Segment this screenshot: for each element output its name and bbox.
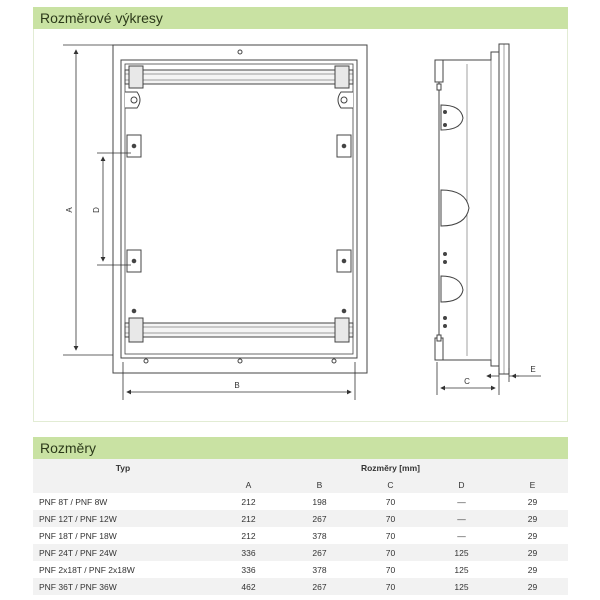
value-e-cell: 29 [497,493,568,510]
value-c-cell: 70 [355,544,426,561]
type-cell: PNF 24T / PNF 24W [33,544,213,561]
table-row [33,544,568,561]
side-view [435,44,509,374]
table-subheader-row [33,476,568,493]
value-d-cell: — [426,527,497,544]
dimension-d-label: D [92,207,101,213]
value-b-cell: 378 [284,527,355,544]
dimensions-table [33,459,568,595]
type-cell: PNF 8T / PNF 8W [33,493,213,510]
value-e-cell: 29 [497,561,568,578]
dimension-a [63,45,113,355]
value-a-cell: 212 [213,527,284,544]
value-a-cell: 336 [213,561,284,578]
technical-drawing-area [33,29,568,422]
value-b-cell: 267 [284,578,355,595]
dimensions-group-header: Rozměry [mm] [213,459,568,476]
column-header-e: E [497,476,568,493]
value-b-cell: 267 [284,510,355,527]
value-c-cell: 70 [355,527,426,544]
dimension-e-label: E [530,365,536,374]
type-cell: PNF 12T / PNF 12W [33,510,213,527]
value-c-cell: 70 [355,578,426,595]
table-row [33,510,568,527]
value-a-cell: 462 [213,578,284,595]
dimension-c-label: C [464,377,470,386]
empty-header-cell [33,476,213,493]
drawings-section-title: Rozměrové výkresy [33,7,568,29]
dimensions-section-title: Rozměry [33,437,568,459]
column-header-a: A [213,476,284,493]
value-c-cell: 70 [355,493,426,510]
front-view [113,45,367,373]
value-b-cell: 378 [284,561,355,578]
table-header-row [33,459,568,476]
column-header-b: B [284,476,355,493]
value-c-cell: 70 [355,561,426,578]
value-d-cell: 125 [426,561,497,578]
value-c-cell: 70 [355,510,426,527]
type-cell: PNF 36T / PNF 36W [33,578,213,595]
type-column-header: Typ [33,459,213,476]
value-b-cell: 267 [284,544,355,561]
value-e-cell: 29 [497,544,568,561]
dimension-a-label: A [65,207,74,213]
value-e-cell: 29 [497,527,568,544]
value-b-cell: 198 [284,493,355,510]
value-a-cell: 336 [213,544,284,561]
table-row [33,578,568,595]
value-a-cell: 212 [213,493,284,510]
table-row [33,527,568,544]
table-row [33,493,568,510]
value-e-cell: 29 [497,510,568,527]
value-a-cell: 212 [213,510,284,527]
column-header-c: C [355,476,426,493]
value-e-cell: 29 [497,578,568,595]
column-header-d: D [426,476,497,493]
value-d-cell: — [426,493,497,510]
value-d-cell: — [426,510,497,527]
type-cell: PNF 2x18T / PNF 2x18W [33,561,213,578]
dimension-b-label: B [234,381,240,390]
value-d-cell: 125 [426,544,497,561]
table-row [33,561,568,578]
type-cell: PNF 18T / PNF 18W [33,527,213,544]
value-d-cell: 125 [426,578,497,595]
